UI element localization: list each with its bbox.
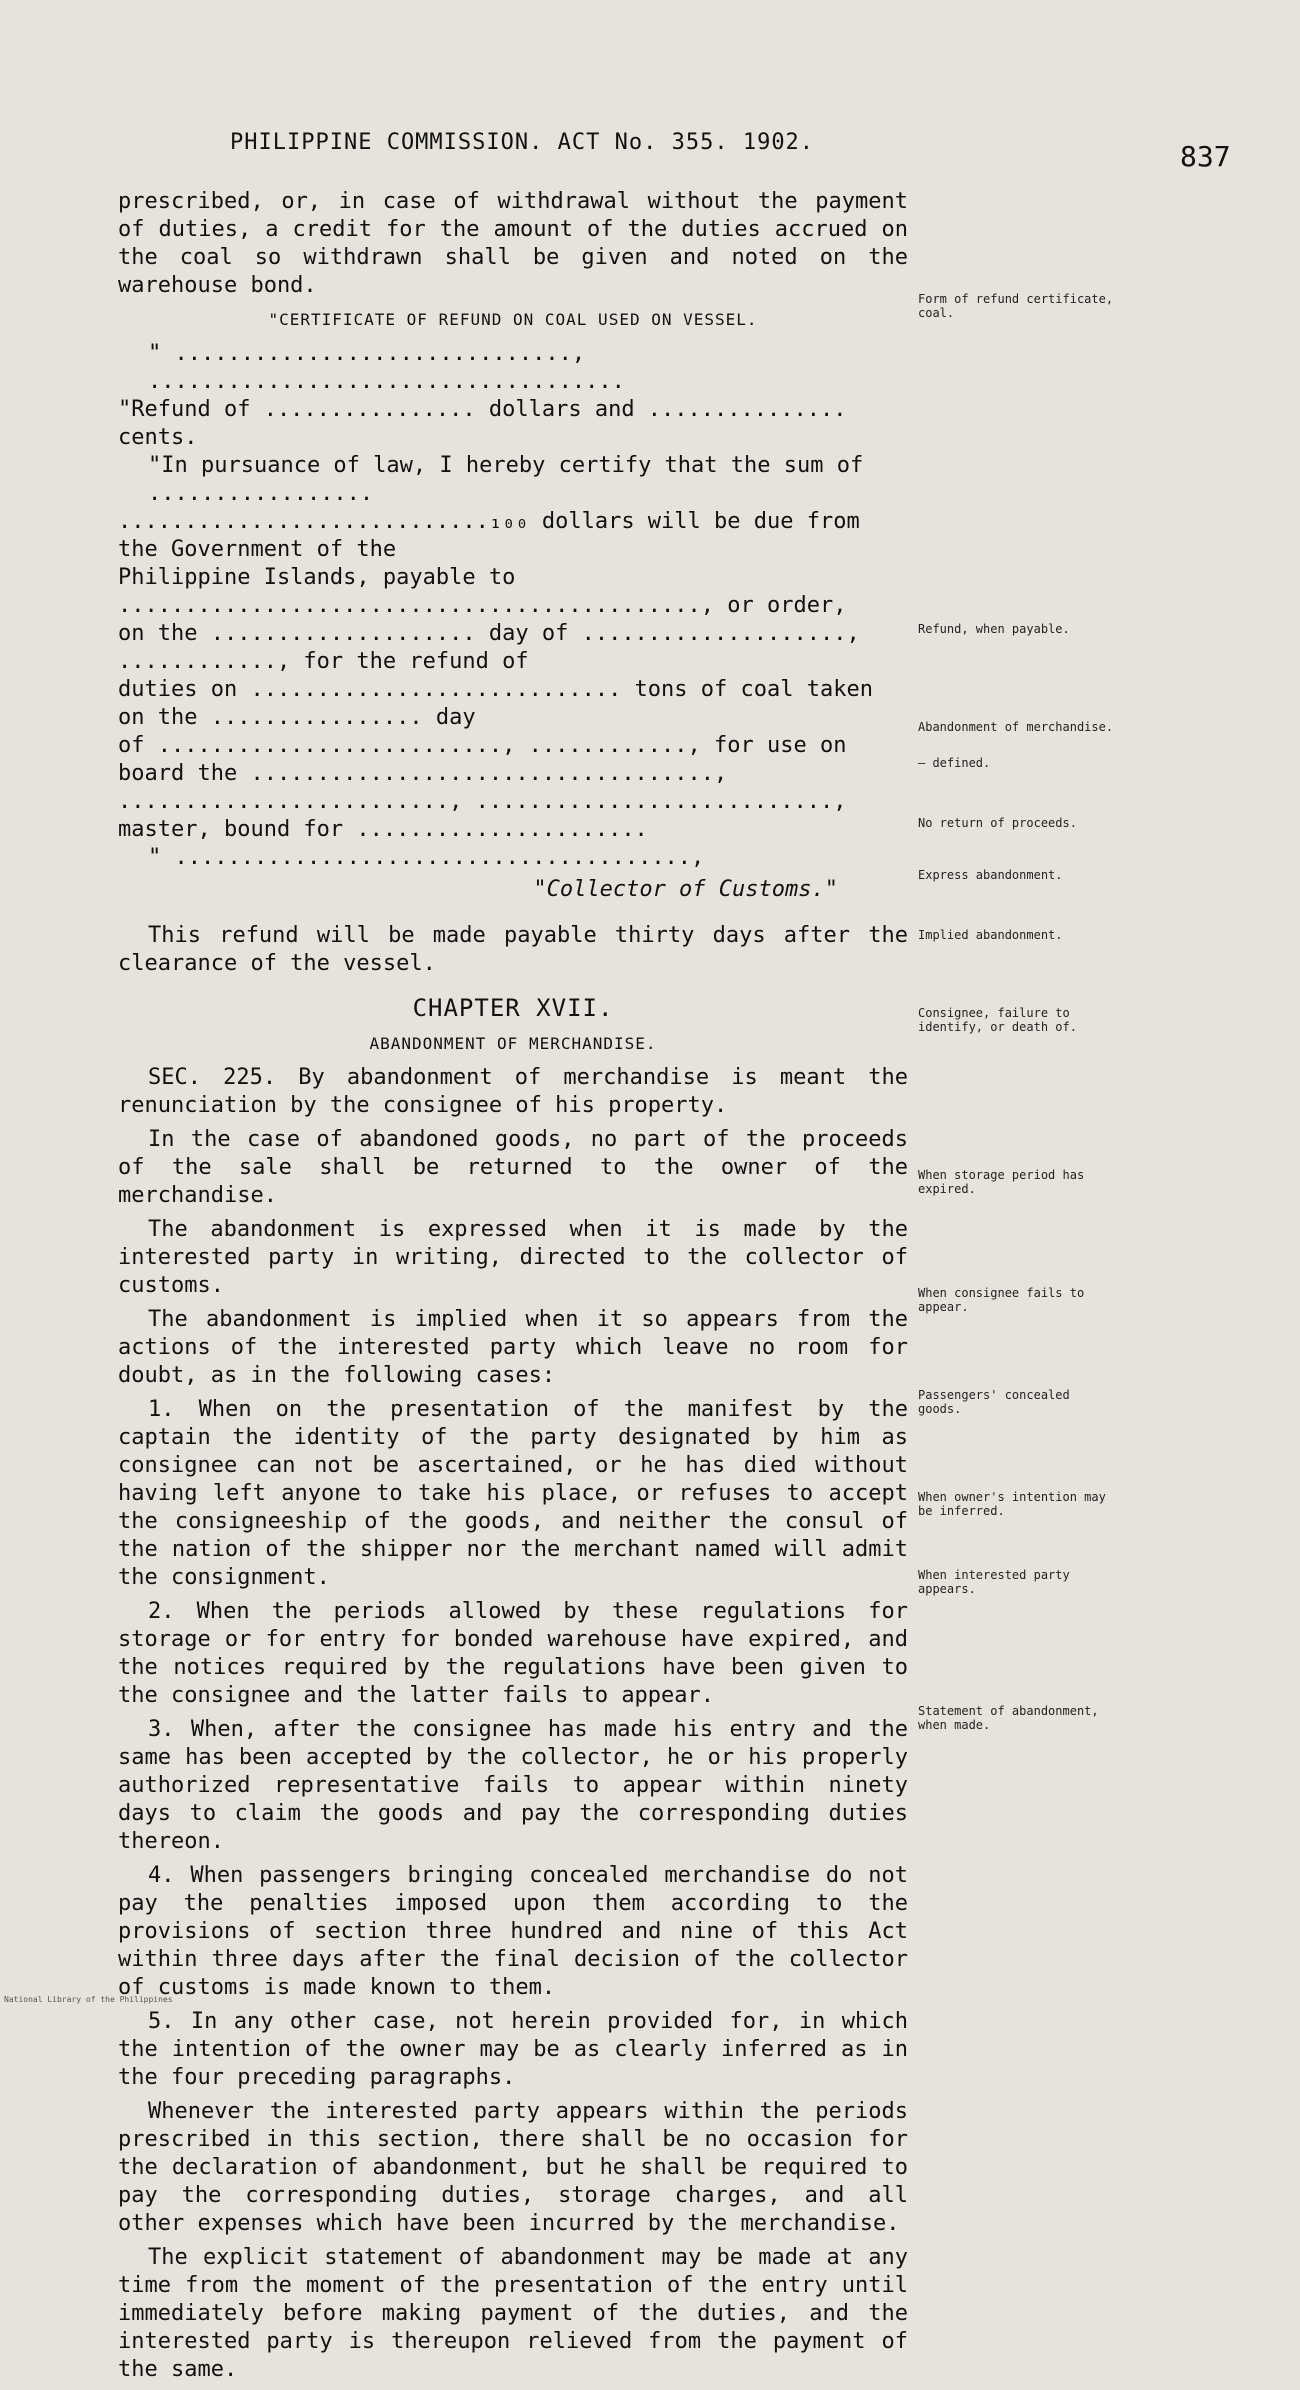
form-dateline: " .............................., .................................... [148,341,625,394]
form-line: on the .................... day of ...................., ............, for the refund of [118,621,860,674]
margin-note: Implied abandonment. [918,928,1063,942]
form-line: duties on ............................ tons of coal taken on the ................ day [118,677,873,730]
top-paragraph: prescribed, or, in case of withdrawal without the payment of duties, a credit for the amount of the duties accrued on the coal so withdrawn shall be given and noted on the warehouse bond. [118,189,908,298]
paragraph: Whenever the interested party appears within the periods prescribed in this section, there shall be no occasion for the declaration of abandonment, but he shall be required to pay the corresponding duties, storage charges, and all other expenses which have been incurred by the merchandise. [118,2099,908,2236]
paragraph: 3. When, after the consignee has made his entry and the same has been accepted by the collector, he or his properly authorized representative fails to appear within ninety days to claim the goods and pay the corresponding duties thereon. [118,1717,908,1854]
paragraph: The abandonment is expressed when it is made by the interested party in writing, directed to the collector of customs. [118,1217,908,1298]
body-text [118,188,908,2390]
form-line: "In pursuance of law, I hereby certify that the sum of ................. [148,453,864,506]
footer-tag: National Library of the Philippines [4,1995,173,2004]
margin-note: When owner's intention may be inferred. [918,1490,1106,1518]
form-refund-line: "Refund of ................ dollars and ............... cents. [118,397,847,450]
paragraph: In the case of abandoned goods, no part of the proceeds of the sale shall be returned to the owner of the merchandise. [118,1127,908,1208]
margin-note: Abandonment of merchandise. [918,720,1114,734]
margin-note: Refund, when payable. [918,622,1070,636]
margin-note: Consignee, failure to identify, or death of. [918,1006,1077,1034]
refund-note: This refund will be made payable thirty days after the clearance of the vessel. [118,923,908,976]
margin-note: Passengers' concealed goods. [918,1388,1070,1416]
margin-note: No return of proceeds. [918,816,1077,830]
paragraph: 5. In any other case, not herein provided for, in which the intention of the owner may be as clearly inferred as in the four preceding paragraphs. [118,2009,908,2090]
margin-note: When interested party appears. [918,1568,1070,1596]
form-signature: "Collector of Customs." [533,877,838,902]
margin-note: Statement of abandonment, when made. [918,1704,1099,1732]
paragraph: The explicit statement of abandonment may be made at any time from the moment of the presentation of the entry until immediately before making payment of the duties, and the interested party is thereupon relieved from the payment of the same. [118,2245,908,2382]
margin-note: — defined. [918,756,991,770]
running-head: PHILIPPINE COMMISSION. ACT No. 355. 1902. [230,130,815,155]
paragraph: 1. When on the presentation of the manifest by the captain the identity of the party designated by him as consignee can not be ascertained, or he has died without having left anyone to take his place, or refuses to accept the consigneeship of the goods, and neither the consul of the nation of the shipper nor the merchant named will admit the consignment. [118,1397,908,1590]
paragraph: SEC. 225. By abandonment of merchandise is meant the renunciation by the consignee of his property. [118,1065,908,1118]
chapter-title: CHAPTER XVII. [412,994,614,1022]
margin-note: When storage period has expired. [918,1168,1085,1196]
paragraph: The abandonment is implied when it so appears from the actions of the interested party which leave no room for doubt, as in the following cases: [118,1307,908,1388]
chapter-subtitle: ABANDONMENT OF MERCHANDISE. [369,1034,657,1053]
form-line: of .........................., ............, for use on board the ..................................., [118,733,847,786]
form-line: ........................., ..........................., master, bound for ...................... [118,789,847,842]
margin-note: Express abandonment. [918,868,1063,882]
paragraph: 4. When passengers bringing concealed merchandise do not pay the penalties imposed upon them according to the provisions of section three hundred and nine of this Act within three days after the final decision of the collector of customs is made known to them. [118,1863,908,2000]
form-line: " ......................................., [148,845,705,870]
page-number: 837 [1180,140,1231,173]
form-line: ............................₁₀₀ dollars will be due from the Government of the [118,509,860,562]
form-line: Philippine Islands, payable to ............................................, or order, [118,565,847,618]
form-heading: "CERTIFICATE OF REFUND ON COAL USED ON VESSEL. [268,310,758,329]
margin-note: When consignee fails to appear. [918,1286,1085,1314]
margin-note: Form of refund certificate, coal. [918,292,1114,320]
paragraph: 2. When the periods allowed by these regulations for storage or for entry for bonded warehouse have expired, and the notices required by the regulations have been given to the consignee and the latter fails to appear. [118,1599,908,1708]
